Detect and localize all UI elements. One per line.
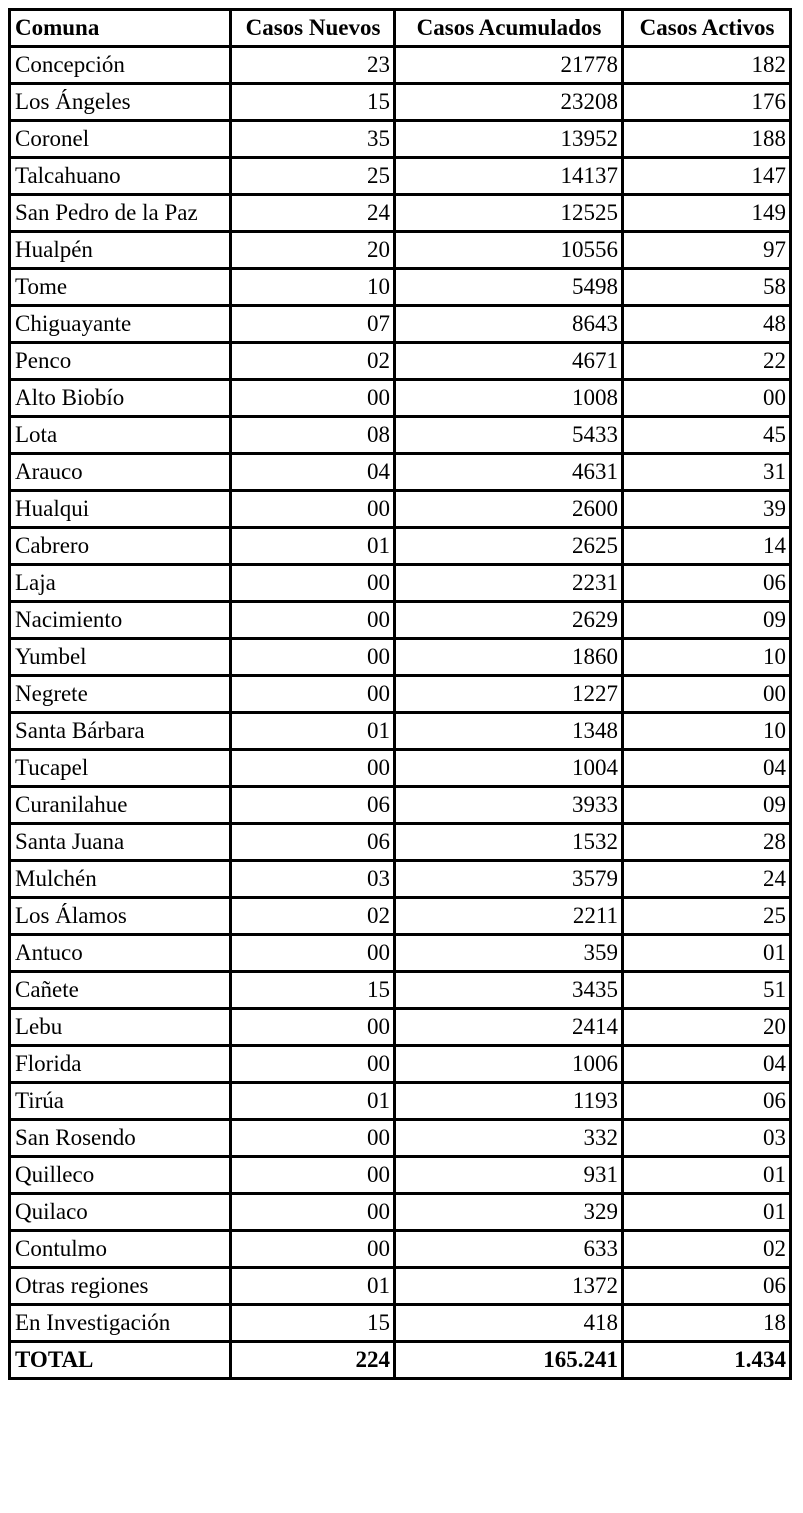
table-row [10, 1009, 791, 1046]
comuna-cell: Cabrero [10, 528, 231, 565]
total-casos-nuevos: 224 [231, 1342, 395, 1379]
table-row [10, 1046, 791, 1083]
casos-nuevos-cell: 01 [231, 528, 395, 565]
casos-acumulados-cell: 21778 [395, 47, 623, 84]
total-casos-acumulados: 165.241 [395, 1342, 623, 1379]
table-row [10, 750, 791, 787]
casos-acumulados-cell: 2414 [395, 1009, 623, 1046]
casos-acumulados-cell: 2600 [395, 491, 623, 528]
comuna-cell: Los Álamos [10, 898, 231, 935]
casos-activos-cell: 58 [623, 269, 791, 306]
casos-nuevos-cell: 00 [231, 1194, 395, 1231]
casos-acumulados-cell: 1372 [395, 1268, 623, 1305]
table-row [10, 380, 791, 417]
casos-activos-cell: 03 [623, 1120, 791, 1157]
total-casos-activos: 1.434 [623, 1342, 791, 1379]
casos-activos-cell: 04 [623, 1046, 791, 1083]
table-row [10, 676, 791, 713]
casos-nuevos-cell: 03 [231, 861, 395, 898]
comuna-cell: Negrete [10, 676, 231, 713]
casos-nuevos-cell: 00 [231, 1009, 395, 1046]
comuna-cell: Nacimiento [10, 602, 231, 639]
casos-acumulados-cell: 5498 [395, 269, 623, 306]
casos-activos-cell: 14 [623, 528, 791, 565]
casos-nuevos-cell: 06 [231, 787, 395, 824]
comuna-cell: Santa Bárbara [10, 713, 231, 750]
casos-activos-cell: 182 [623, 47, 791, 84]
casos-nuevos-cell: 00 [231, 380, 395, 417]
casos-acumulados-cell: 3933 [395, 787, 623, 824]
table-row [10, 1268, 791, 1305]
casos-nuevos-cell: 00 [231, 750, 395, 787]
table-row [10, 454, 791, 491]
casos-acumulados-cell: 332 [395, 1120, 623, 1157]
casos-nuevos-cell: 20 [231, 232, 395, 269]
casos-activos-cell: 149 [623, 195, 791, 232]
casos-nuevos-cell: 04 [231, 454, 395, 491]
casos-nuevos-cell: 02 [231, 343, 395, 380]
comuna-cell: Lota [10, 417, 231, 454]
comuna-cell: Talcahuano [10, 158, 231, 195]
comuna-cell: Quilleco [10, 1157, 231, 1194]
comuna-cell: San Pedro de la Paz [10, 195, 231, 232]
casos-activos-cell: 04 [623, 750, 791, 787]
table-row [10, 195, 791, 232]
table-body [10, 47, 791, 1342]
casos-activos-cell: 176 [623, 84, 791, 121]
table-row [10, 1194, 791, 1231]
casos-activos-cell: 48 [623, 306, 791, 343]
table-header-row [10, 10, 791, 47]
casos-nuevos-cell: 01 [231, 713, 395, 750]
table-row [10, 1120, 791, 1157]
table-row [10, 158, 791, 195]
table-row [10, 898, 791, 935]
comuna-cell: Tome [10, 269, 231, 306]
casos-activos-cell: 01 [623, 1194, 791, 1231]
casos-activos-cell: 00 [623, 676, 791, 713]
table-row [10, 565, 791, 602]
total-row [10, 1342, 791, 1379]
casos-nuevos-cell: 10 [231, 269, 395, 306]
table-row [10, 861, 791, 898]
casos-nuevos-cell: 02 [231, 898, 395, 935]
comuna-cell: Tirúa [10, 1083, 231, 1120]
comuna-cell: Yumbel [10, 639, 231, 676]
header-casos-acumulados: Casos Acumulados [395, 10, 623, 47]
casos-nuevos-cell: 07 [231, 306, 395, 343]
casos-activos-cell: 09 [623, 787, 791, 824]
casos-nuevos-cell: 08 [231, 417, 395, 454]
casos-acumulados-cell: 1227 [395, 676, 623, 713]
comuna-cell: Hualqui [10, 491, 231, 528]
comuna-cell: Chiguayante [10, 306, 231, 343]
comuna-cell: San Rosendo [10, 1120, 231, 1157]
table-row [10, 602, 791, 639]
casos-nuevos-cell: 06 [231, 824, 395, 861]
comuna-cell: Curanilahue [10, 787, 231, 824]
casos-activos-cell: 39 [623, 491, 791, 528]
comuna-cell: En Investigación [10, 1305, 231, 1342]
casos-nuevos-cell: 15 [231, 1305, 395, 1342]
casos-acumulados-cell: 1193 [395, 1083, 623, 1120]
casos-activos-cell: 24 [623, 861, 791, 898]
comuna-cell: Hualpén [10, 232, 231, 269]
casos-activos-cell: 01 [623, 935, 791, 972]
casos-activos-cell: 09 [623, 602, 791, 639]
comuna-cell: Arauco [10, 454, 231, 491]
casos-acumulados-cell: 4631 [395, 454, 623, 491]
casos-activos-cell: 18 [623, 1305, 791, 1342]
comuna-cell: Coronel [10, 121, 231, 158]
casos-acumulados-cell: 633 [395, 1231, 623, 1268]
casos-acumulados-cell: 2625 [395, 528, 623, 565]
casos-nuevos-cell: 00 [231, 1157, 395, 1194]
casos-nuevos-cell: 00 [231, 676, 395, 713]
casos-acumulados-cell: 12525 [395, 195, 623, 232]
header-casos-activos: Casos Activos [623, 10, 791, 47]
comuna-cell: Quilaco [10, 1194, 231, 1231]
casos-activos-cell: 20 [623, 1009, 791, 1046]
casos-nuevos-cell: 25 [231, 158, 395, 195]
table-row [10, 639, 791, 676]
table-row [10, 1305, 791, 1342]
comuna-cell: Penco [10, 343, 231, 380]
table-row [10, 306, 791, 343]
table-row [10, 232, 791, 269]
comuna-cell: Otras regiones [10, 1268, 231, 1305]
comuna-cell: Tucapel [10, 750, 231, 787]
table-row [10, 84, 791, 121]
casos-acumulados-cell: 2629 [395, 602, 623, 639]
casos-nuevos-cell: 00 [231, 565, 395, 602]
table-row [10, 528, 791, 565]
casos-nuevos-cell: 00 [231, 1120, 395, 1157]
casos-acumulados-cell: 931 [395, 1157, 623, 1194]
casos-nuevos-cell: 01 [231, 1083, 395, 1120]
casos-acumulados-cell: 2231 [395, 565, 623, 602]
casos-nuevos-cell: 15 [231, 84, 395, 121]
casos-nuevos-cell: 00 [231, 935, 395, 972]
casos-nuevos-cell: 01 [231, 1268, 395, 1305]
table-row [10, 1083, 791, 1120]
casos-acumulados-cell: 4671 [395, 343, 623, 380]
casos-activos-cell: 51 [623, 972, 791, 1009]
casos-acumulados-cell: 359 [395, 935, 623, 972]
table-row [10, 417, 791, 454]
casos-activos-cell: 06 [623, 1083, 791, 1120]
header-casos-nuevos: Casos Nuevos [231, 10, 395, 47]
casos-activos-cell: 10 [623, 639, 791, 676]
casos-activos-cell: 10 [623, 713, 791, 750]
table-row [10, 787, 791, 824]
casos-activos-cell: 02 [623, 1231, 791, 1268]
casos-nuevos-cell: 00 [231, 1231, 395, 1268]
casos-nuevos-cell: 35 [231, 121, 395, 158]
casos-nuevos-cell: 00 [231, 491, 395, 528]
casos-acumulados-cell: 1006 [395, 1046, 623, 1083]
casos-nuevos-cell: 15 [231, 972, 395, 1009]
casos-acumulados-cell: 3579 [395, 861, 623, 898]
table-row [10, 269, 791, 306]
comuna-cell: Cañete [10, 972, 231, 1009]
casos-activos-cell: 31 [623, 454, 791, 491]
table-row [10, 1231, 791, 1268]
table-row [10, 491, 791, 528]
comuna-cell: Los Ángeles [10, 84, 231, 121]
casos-acumulados-cell: 14137 [395, 158, 623, 195]
casos-acumulados-cell: 329 [395, 1194, 623, 1231]
casos-activos-cell: 45 [623, 417, 791, 454]
table-row [10, 47, 791, 84]
comuna-cell: Contulmo [10, 1231, 231, 1268]
casos-acumulados-cell: 8643 [395, 306, 623, 343]
table-row [10, 121, 791, 158]
table-row [10, 972, 791, 1009]
casos-acumulados-cell: 1532 [395, 824, 623, 861]
casos-nuevos-cell: 23 [231, 47, 395, 84]
casos-activos-cell: 06 [623, 1268, 791, 1305]
casos-activos-cell: 01 [623, 1157, 791, 1194]
comuna-cell: Santa Juana [10, 824, 231, 861]
casos-acumulados-cell: 13952 [395, 121, 623, 158]
table-row [10, 824, 791, 861]
casos-activos-cell: 00 [623, 380, 791, 417]
casos-acumulados-cell: 10556 [395, 232, 623, 269]
total-label: TOTAL [10, 1342, 231, 1379]
casos-activos-cell: 06 [623, 565, 791, 602]
casos-acumulados-cell: 1860 [395, 639, 623, 676]
casos-acumulados-cell: 1348 [395, 713, 623, 750]
comuna-cell: Alto Biobío [10, 380, 231, 417]
comuna-cell: Lebu [10, 1009, 231, 1046]
casos-acumulados-cell: 2211 [395, 898, 623, 935]
casos-nuevos-cell: 00 [231, 1046, 395, 1083]
casos-acumulados-cell: 418 [395, 1305, 623, 1342]
comuna-cell: Antuco [10, 935, 231, 972]
comuna-cell: Laja [10, 565, 231, 602]
table-row [10, 343, 791, 380]
casos-acumulados-cell: 5433 [395, 417, 623, 454]
casos-nuevos-cell: 00 [231, 602, 395, 639]
casos-nuevos-cell: 00 [231, 639, 395, 676]
table-row [10, 713, 791, 750]
casos-activos-cell: 22 [623, 343, 791, 380]
comuna-cell: Florida [10, 1046, 231, 1083]
casos-activos-cell: 188 [623, 121, 791, 158]
casos-activos-cell: 28 [623, 824, 791, 861]
comuna-cell: Mulchén [10, 861, 231, 898]
header-comuna: Comuna [10, 10, 231, 47]
casos-activos-cell: 97 [623, 232, 791, 269]
casos-acumulados-cell: 1004 [395, 750, 623, 787]
casos-acumulados-cell: 3435 [395, 972, 623, 1009]
comuna-cell: Concepción [10, 47, 231, 84]
covid-cases-table [8, 8, 792, 1380]
table-row [10, 1157, 791, 1194]
table-row [10, 935, 791, 972]
casos-activos-cell: 147 [623, 158, 791, 195]
casos-acumulados-cell: 23208 [395, 84, 623, 121]
casos-acumulados-cell: 1008 [395, 380, 623, 417]
casos-activos-cell: 25 [623, 898, 791, 935]
casos-nuevos-cell: 24 [231, 195, 395, 232]
